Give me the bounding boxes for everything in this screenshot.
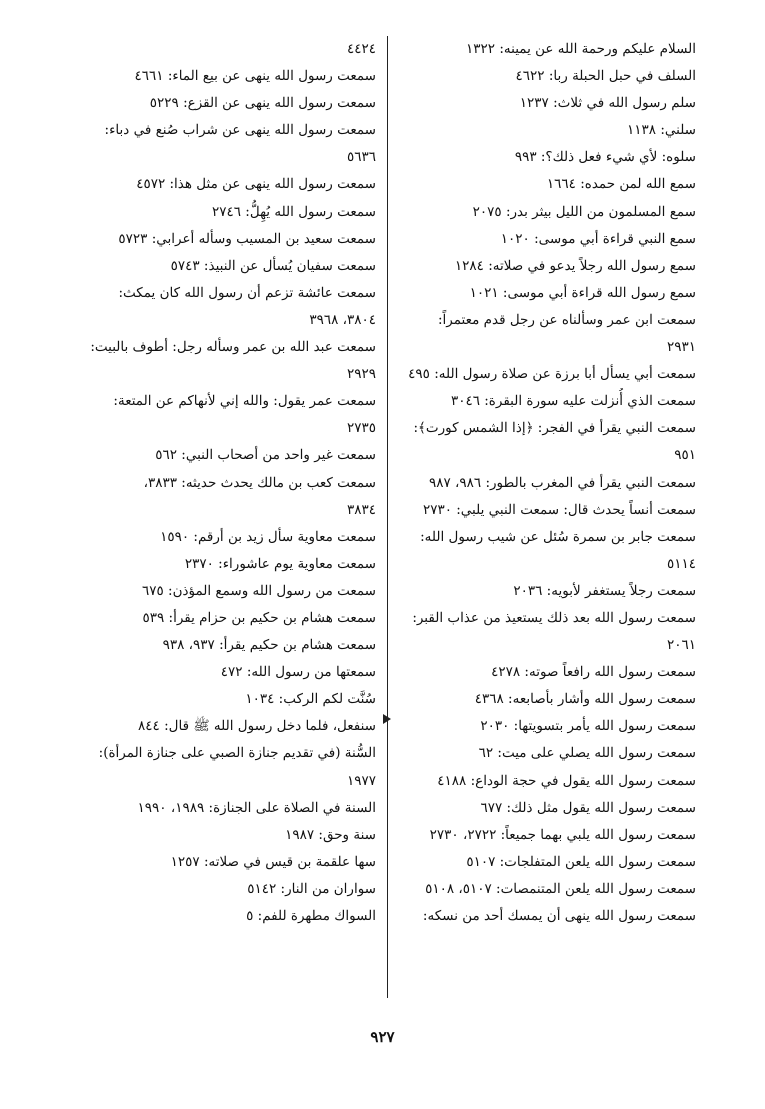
index-entry: سمعت أبي يسأل أبا برزة عن صلاة رسول الله: ٤٩٥ xyxy=(408,366,696,383)
index-entry: سنة وحق: ١٩٨٧ xyxy=(285,826,376,843)
index-entry: سمعت معاوية يوم عاشوراء: ٢٣٧٠ xyxy=(184,555,376,572)
index-entry: ١٩٧٧ xyxy=(346,772,376,789)
index-entry: ٢٧٣٥ xyxy=(346,420,376,437)
right-column xyxy=(396,36,696,930)
left-column xyxy=(78,36,376,930)
index-entry: السنة في الصلاة على الجنازة: ١٩٨٩، ١٩٩٠ xyxy=(137,799,376,816)
index-entry: سمعت من رسول الله وسمع المؤذن: ٦٧٥ xyxy=(141,582,376,599)
index-entry: سمعت سفيان يُسأل عن النبيذ: ٥٧٤٣ xyxy=(170,257,376,274)
index-entry: سمعت رسول الله ينهى عن شراب صُنع في دباء: xyxy=(104,122,376,139)
index-entry: ٤٤٢٤ xyxy=(346,41,376,57)
index-entry: ٣٨٣٤ xyxy=(346,501,376,518)
index-entry: سلني: ١١٣٨ xyxy=(627,122,696,139)
index-entry: سمعت معاوية سأل زيد بن أرقم: ١٥٩٠ xyxy=(160,528,376,545)
index-entry: السواك مطهرة للفم: ٥ xyxy=(246,908,376,924)
index-entry: سلم رسول الله في ثلاث: ١٢٣٧ xyxy=(519,95,696,112)
index-entry: ٣٨٠٤، ٣٩٦٨ xyxy=(309,311,376,328)
index-entry: ٥١١٤ xyxy=(666,555,696,572)
index-entry: سمعت رسول الله يقول مثل ذلك: ٦٧٧ xyxy=(480,799,696,816)
index-entry: سمعت رسول الله ينهى أن يمسك أحد من نسكه: xyxy=(422,908,696,924)
index-entry: سمع النبي قراءة أبي موسى: ١٠٢٠ xyxy=(500,230,696,247)
index-entry: سمعت النبي يقرأ في المغرب بالطور: ٩٨٦، ٩٨٧ xyxy=(428,474,696,491)
index-entry: سمع المسلمون من الليل بيثر بدر: ٢٠٧٥ xyxy=(472,203,696,220)
index-entry: سمعت أنساً يحدث قال: سمعت النبي يلبي: ٢٧٣٠ xyxy=(422,501,696,518)
index-entry: سمع الله لمن حمده: ١٦٦٤ xyxy=(546,176,696,193)
index-entry: سمعت كعب بن مالك يحدث حديثه: ٣٨٣٣، xyxy=(143,474,376,491)
index-entry: سمعت سعيد بن المسيب وسأله أعرابي: ٥٧٢٣ xyxy=(118,230,376,247)
index-entry: سمعت رسول الله يقول في حجة الوداع: ٤١٨٨ xyxy=(437,772,696,789)
index-entry: سمعت عمر يقول: والله إني لأنهاكم عن المتعة: xyxy=(113,393,376,410)
page-number: ٩٢٧ xyxy=(370,1028,395,1046)
index-entry: سمعت رسول الله يلبي بهما جميعاً: ٢٧٢٢، ٢٧٣٠ xyxy=(429,826,696,843)
index-entry: سمعت ابن عمر وسألناه عن رجل قدم معتمراً: xyxy=(437,311,696,328)
index-entry: سمعت رسول الله ينهى عن القزع: ٥٢٢٩ xyxy=(149,95,376,112)
index-entry: سمعت النبي يقرأ في الفجر: ﴿إذا الشمس كورت﴾: xyxy=(413,420,696,437)
index-entry: سلوه: لأي شيء فعل ذلك؟: ٩٩٣ xyxy=(514,149,696,166)
index-entry: سمعت رسول الله ينهى عن بيع الماء: ٤٦٦١ xyxy=(134,68,376,85)
index-entry: سمعتها من رسول الله: ٤٧٢ xyxy=(220,664,376,681)
index-entry: سمع رسول الله رجلاً يدعو في صلاته: ١٢٨٤ xyxy=(454,257,696,274)
index-entry: ٩٥١ xyxy=(674,447,696,464)
index-entry: سمعت رسول الله بعد ذلك يستعيذ من عذاب القبر: xyxy=(412,609,696,626)
column-divider xyxy=(387,36,388,998)
index-entry: ٢٠٦١ xyxy=(666,637,696,654)
index-entry: سها علقمة بن قيس في صلاته: ١٢٥٧ xyxy=(170,853,376,870)
index-entry: سمعت رسول الله يُهِلُّ: ٢٧٤٦ xyxy=(211,203,376,220)
index-entry: السلف في حبل الحبلة ربا: ٤٦٢٢ xyxy=(515,68,696,85)
index-entry: سمعت غير واحد من أصحاب النبي: ٥٦٢ xyxy=(155,447,376,464)
index-entry: سمعت الذي أُنزلت عليه سورة البقرة: ٣٠٤٦ xyxy=(450,393,696,410)
index-entry: سنفعل، فلما دخل رسول الله ﷺ قال: ٨٤٤ xyxy=(138,718,376,735)
index-entry: سمعت جابر بن سمرة سُئل عن شيب رسول الله: xyxy=(420,528,696,545)
index-entry: سمعت رسول الله يلعن المتفلجات: ٥١٠٧ xyxy=(466,853,696,870)
index-entry: سمعت رجلاً يستغفر لأبويه: ٢٠٣٦ xyxy=(513,582,696,599)
index-entry: سمعت هشام بن حكيم يقرأ: ٩٣٧، ٩٣٨ xyxy=(162,637,376,654)
index-entry: ٢٩٣١ xyxy=(666,339,696,356)
index-entry: ٢٩٢٩ xyxy=(346,366,376,383)
index-entry: ٥٦٣٦ xyxy=(346,149,376,166)
index-entry: السلام عليكم ورحمة الله عن يمينه: ١٣٢٢ xyxy=(466,41,696,57)
index-entry: سمعت رسول الله يلعن المتنمصات: ٥١٠٧، ٥١٠٨ xyxy=(425,880,696,897)
index-entry: سُنَّت لكم الركب: ١٠٣٤ xyxy=(245,691,376,708)
divider-marker xyxy=(383,714,391,724)
index-entry: سمعت عائشة تزعم أن رسول الله كان يمكث: xyxy=(118,284,376,301)
index-entry: سمعت رسول الله وأشار بأصابعه: ٤٣٦٨ xyxy=(474,691,696,708)
index-entry: سمعت رسول الله يصلي على ميت: ٦٢ xyxy=(478,745,696,762)
index-entry: سواران من النار: ٥١٤٢ xyxy=(247,880,376,897)
index-entry: سمعت رسول الله يأمر بتسويتها: ٢٠٣٠ xyxy=(480,718,696,735)
index-entry: سمعت رسول الله ينهى عن مثل هذا: ٤٥٧٢ xyxy=(136,176,376,193)
index-entry: سمع رسول الله قراءة أبي موسى: ١٠٢١ xyxy=(469,284,696,301)
index-entry: السُّنة (في تقديم جنازة الصبي على جنازة المرأة): xyxy=(98,745,376,762)
index-entry: سمعت عبد الله بن عمر وسأله رجل: أطوف بالبيت: xyxy=(90,339,376,356)
index-entry: سمعت هشام بن حكيم بن حزام يقرأ: ٥٣٩ xyxy=(142,609,376,626)
index-entry: سمعت رسول الله رافعاً صوته: ٤٢٧٨ xyxy=(491,664,696,681)
